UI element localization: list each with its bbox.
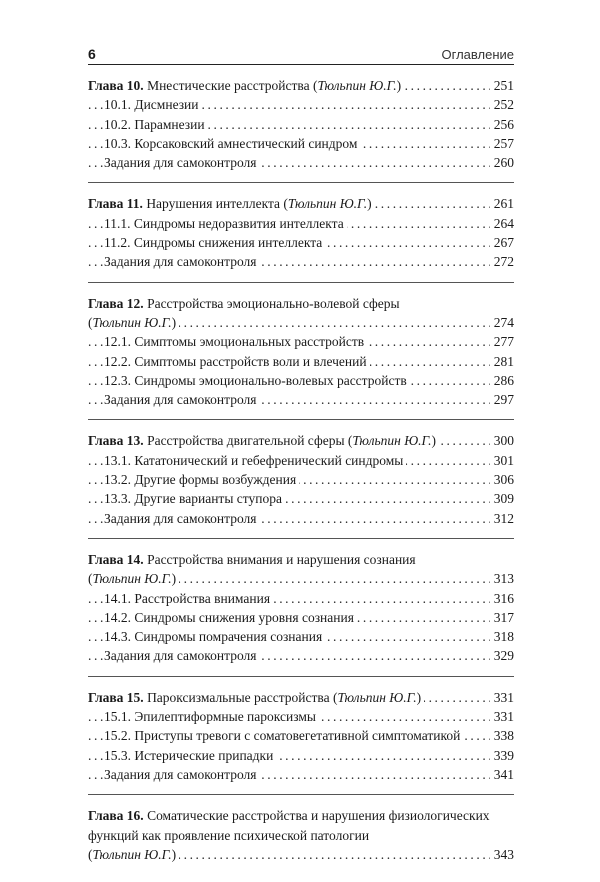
page-ref: 274	[490, 313, 514, 332]
page-ref: 251	[490, 76, 514, 95]
toc-item	[88, 726, 514, 745]
chapter-author: Тюльпин Ю.Г.	[92, 571, 172, 587]
entry-text: 10.2. Парамнезии	[104, 117, 208, 132]
toc-item	[88, 214, 514, 233]
chapter-heading	[88, 194, 514, 213]
toc-item	[88, 95, 514, 114]
entry-text: 11.2. Синдромы снижения интеллекта	[104, 235, 325, 250]
toc-item	[88, 627, 514, 646]
chapter-block	[88, 803, 514, 874]
entry-text: 12.2. Симптомы расстройств воли и влечений	[104, 354, 370, 369]
chapter-heading	[88, 313, 514, 332]
chapter-heading	[88, 76, 514, 95]
chapter-title-line: функций как проявление психической патологии	[88, 827, 370, 843]
page-ref: 331	[490, 707, 514, 726]
entry-text: Глава 15. Пароксизмальные расстройства (Тюльпин Ю.Г.)	[88, 690, 424, 705]
page-ref: 252	[490, 95, 514, 114]
entry-text: Глава 13. Расстройства двигательной сферы (Тюльпин Ю.Г.)	[88, 433, 439, 448]
chapter-author: Тюльпин Ю.Г.	[287, 196, 368, 212]
page-ref: 272	[490, 252, 514, 271]
toc-item	[88, 489, 514, 508]
chapter-heading	[88, 569, 514, 588]
chapter-author: Тюльпин Ю.Г.	[92, 846, 172, 862]
page-ref: 277	[490, 332, 514, 351]
chapter-block	[88, 685, 514, 795]
entry-text: Задания для самоконтроля	[104, 254, 259, 269]
entry-text: Задания для самоконтроля	[104, 648, 259, 663]
chapter-label: Глава 11.	[88, 196, 143, 212]
chapter-block	[88, 291, 514, 421]
entry-text: 14.3. Синдромы помрачения сознания	[104, 629, 325, 644]
toc-item	[88, 352, 514, 371]
entry-text: 14.1. Расстройства внимания	[104, 591, 273, 606]
chapter-block	[88, 428, 514, 538]
toc-item	[88, 371, 514, 390]
page-ref: 260	[490, 153, 514, 172]
chapter-label: Глава 10.	[88, 78, 144, 93]
page-ref: 329	[490, 646, 514, 665]
page-ref: 264	[490, 214, 514, 233]
toc-item	[88, 470, 514, 489]
entry-text: 13.1. Кататонический и гебефренический синдромы	[104, 453, 406, 468]
entry-text: Глава 10. Мнестические расстройства (Тюльпин Ю.Г.)	[88, 78, 404, 93]
entry-text: 15.1. Эпилептиформные пароксизмы	[104, 709, 319, 724]
toc-item	[88, 134, 514, 153]
entry-text: 14.2. Синдромы снижения уровня сознания	[104, 610, 357, 625]
page-ref: 318	[490, 627, 514, 646]
page-ref: 281	[490, 352, 514, 371]
entry-text: (Тюльпин Ю.Г.)	[88, 847, 179, 862]
section-title: Оглавление	[441, 47, 514, 62]
entry-text: 13.3. Другие варианты ступора	[104, 491, 285, 506]
page-ref: 316	[490, 589, 514, 608]
page-ref: 317	[490, 608, 514, 627]
page-ref: 301	[490, 451, 514, 470]
page-ref: 331	[490, 688, 514, 707]
chapter-author: Тюльпин Ю.Г.	[337, 689, 417, 705]
running-header	[88, 40, 514, 65]
page-ref: 256	[490, 115, 514, 134]
entry-text: (Тюльпин Ю.Г.)	[88, 571, 179, 586]
entry-text: Глава 11. Нарушения интеллекта (Тюльпин Ю.Г.)	[88, 196, 375, 211]
table-of-contents	[88, 73, 514, 874]
entry-text: (Тюльпин Ю.Г.)	[88, 315, 179, 330]
chapter-block	[88, 191, 514, 282]
chapter-label: Глава 12.	[88, 295, 144, 311]
entry-text: 11.1. Синдромы недоразвития интеллекта	[104, 216, 347, 231]
page-ref: 306	[490, 470, 514, 489]
toc-item	[88, 646, 514, 665]
page-ref: 286	[490, 371, 514, 390]
page-ref: 338	[490, 726, 514, 745]
toc-item	[88, 252, 514, 271]
toc-page	[88, 40, 514, 882]
toc-item	[88, 451, 514, 470]
chapter-heading	[88, 688, 514, 707]
chapter-heading	[88, 431, 514, 450]
page-ref: 341	[490, 765, 514, 784]
chapter-block	[88, 547, 514, 677]
page-ref: 257	[490, 134, 514, 153]
toc-item	[88, 608, 514, 627]
chapter-author: Тюльпин Ю.Г.	[352, 433, 432, 449]
chapter-author: Тюльпин Ю.Г.	[317, 78, 397, 93]
entry-text: 12.3. Синдромы эмоционально-волевых расстройств	[104, 373, 410, 388]
entry-text: Задания для самоконтроля	[104, 155, 259, 170]
entry-text: Задания для самоконтроля	[104, 392, 259, 407]
chapter-title-line: Глава 14. Расстройства внимания и нарушения сознания	[88, 551, 416, 567]
chapter-label: Глава 13.	[88, 433, 144, 449]
page-ref: 300	[490, 431, 514, 450]
toc-item	[88, 115, 514, 134]
chapter-heading	[88, 845, 514, 864]
toc-item	[88, 589, 514, 608]
page-ref: 343	[490, 845, 514, 864]
chapter-label: Глава 15.	[88, 689, 144, 705]
entry-text: Задания для самоконтроля	[104, 767, 259, 782]
toc-item	[88, 707, 514, 726]
entry-text: 10.3. Корсаковский амнестический синдром	[104, 136, 360, 151]
toc-item	[88, 746, 514, 765]
entry-text: 15.2. Приступы тревоги с соматовегетативной симптоматикой	[104, 728, 463, 743]
page-ref: 309	[490, 489, 514, 508]
chapter-block	[88, 73, 514, 183]
page-ref: 312	[490, 509, 514, 528]
page-ref: 267	[490, 233, 514, 252]
toc-item	[88, 153, 514, 172]
page-number: 6	[88, 46, 96, 62]
chapter-author: Тюльпин Ю.Г.	[92, 314, 172, 330]
chapter-label: Глава 16.	[88, 808, 144, 824]
toc-item	[88, 765, 514, 784]
chapter-label: Глава 14.	[88, 551, 144, 567]
toc-item	[88, 332, 514, 351]
toc-item	[88, 509, 514, 528]
entry-text: 15.3. Истерические припадки	[104, 748, 276, 763]
page-ref: 339	[490, 746, 514, 765]
page-ref: 261	[490, 194, 514, 213]
page-ref: 297	[490, 390, 514, 409]
entry-text: Задания для самоконтроля	[104, 511, 259, 526]
entry-text: 13.2. Другие формы возбуждения	[104, 472, 299, 487]
chapter-title-line: Глава 16. Соматические расстройства и нарушения физиологических	[88, 808, 490, 824]
toc-item	[88, 233, 514, 252]
page-ref: 313	[490, 569, 514, 588]
entry-text: 10.1. Дисмнезии	[104, 97, 202, 112]
toc-item	[88, 390, 514, 409]
chapter-title-line: Глава 12. Расстройства эмоционально-волевой сферы	[88, 295, 400, 311]
entry-text: 12.1. Симптомы эмоциональных расстройств	[104, 334, 367, 349]
